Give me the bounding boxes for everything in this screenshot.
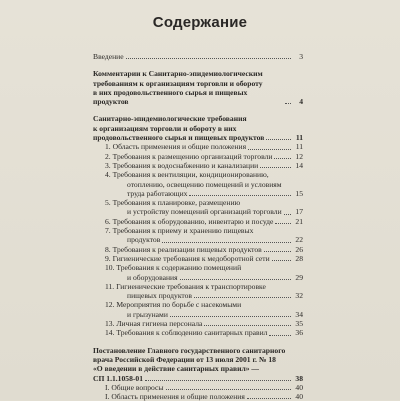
- leader-dots: [247, 398, 291, 399]
- leader-dots: [285, 103, 291, 104]
- toc-item-1[interactable]: [105, 142, 303, 151]
- toc-page-number: 32: [295, 291, 303, 301]
- toc-page-number: 35: [295, 319, 303, 329]
- toc-item-9[interactable]: [105, 254, 303, 263]
- toc-entry-text: 11. Гигиенические требования к транспортировке: [105, 281, 266, 291]
- leader-dots: [266, 139, 291, 140]
- toc-entry-text: «О введении в действие санитарных правил» —: [93, 364, 260, 374]
- toc-item-10[interactable]: [105, 263, 303, 282]
- toc-entry-text: 7. Требования к приему и хранению пищевых: [105, 226, 254, 236]
- toc-subsection-list: [93, 142, 303, 337]
- leader-dots: [166, 389, 291, 390]
- toc-entry-text: продуктов: [127, 235, 161, 245]
- toc-page-number: 34: [295, 309, 303, 319]
- toc-entry-text: Постановление Главного государственного санитарного: [93, 345, 286, 355]
- toc-entry-text: 10. Требования к содержанию помещений: [105, 263, 242, 273]
- leader-dots: [248, 149, 291, 150]
- toc-entry-text: Введение: [93, 52, 124, 61]
- leader-dots: [260, 167, 291, 168]
- leader-dots: [189, 195, 291, 196]
- leader-dots: [194, 297, 291, 298]
- toc-entry-text: труда работающих: [127, 188, 188, 198]
- toc-item-6[interactable]: [105, 217, 303, 226]
- toc-entry-intro[interactable]: [93, 52, 303, 61]
- toc-item-7[interactable]: [105, 226, 303, 245]
- toc-page-number: 40: [295, 392, 303, 401]
- toc-entry-text: 14. Требования к соблюдению санитарных правил: [105, 328, 268, 338]
- toc-item-8[interactable]: [105, 245, 303, 254]
- toc-decree-item-1[interactable]: [105, 383, 303, 392]
- page-title: Содержание: [152, 14, 248, 31]
- toc-page-number: 40: [295, 382, 303, 392]
- toc-entry-text: к организациям торговли и обороту в них: [93, 123, 237, 133]
- toc-item-12[interactable]: [105, 300, 303, 319]
- toc-entry-decree[interactable]: [93, 346, 303, 383]
- leader-dots: [180, 279, 291, 280]
- toc-page-number: 28: [295, 253, 303, 263]
- toc-entry-text: врача Российской Федерации от 13 июля 2001 г. № 18: [93, 354, 276, 364]
- leader-dots: [284, 214, 291, 215]
- toc-entry-text: и оборудования: [127, 272, 178, 282]
- toc-item-14[interactable]: [105, 328, 303, 337]
- toc-page-number: 17: [295, 207, 303, 217]
- leader-dots: [170, 316, 291, 317]
- toc-page-number: 4: [299, 97, 303, 107]
- toc-page-number: 21: [295, 216, 303, 226]
- leader-dots: [162, 242, 291, 243]
- toc-entry-text: требованиям к организациям торговли и обороту: [93, 78, 263, 88]
- toc-entry-text: I. Область применения и общие положения: [105, 392, 245, 401]
- toc-entry-requirements[interactable]: [93, 114, 303, 142]
- toc-page-number: 11: [295, 142, 303, 152]
- toc-entry-text: пищевых продуктов: [127, 291, 193, 301]
- leader-dots: [274, 158, 291, 159]
- toc-page-number: 38: [295, 373, 303, 383]
- toc-page-number: 12: [295, 151, 303, 161]
- leader-dots: [269, 335, 291, 336]
- toc-page-number: 26: [295, 244, 303, 254]
- toc-item-4[interactable]: [105, 170, 303, 198]
- toc-entry-text: продовольственного сырья и пищевых продуктов: [93, 133, 265, 143]
- toc-page-number: 3: [299, 52, 303, 61]
- toc-entry-text: отоплению, освещению помещений и условиям: [127, 179, 282, 189]
- toc-entry-text: и устройству помещений организаций торговли: [127, 207, 282, 217]
- toc-entry-text: Санитарно-эпидемиологические требования: [93, 114, 247, 124]
- toc-entry-text: и грызунами: [127, 309, 168, 319]
- toc-page-number: 29: [295, 272, 303, 282]
- toc-entry-text: 12. Мероприятия по борьбе с насекомыми: [105, 300, 242, 310]
- toc-entry-text: 2. Требования к размещению организаций торговли: [105, 151, 273, 161]
- toc-item-3[interactable]: [105, 161, 303, 170]
- toc-item-11[interactable]: [105, 282, 303, 301]
- toc-page-number: 15: [295, 188, 303, 198]
- toc-entry-text: 8. Требования к реализации пищевых продуктов: [105, 244, 262, 254]
- toc-entry-text: 1. Область применения и общие положения: [105, 142, 247, 152]
- toc-decree-subsections: [93, 383, 303, 401]
- toc-page-number: 36: [295, 328, 303, 338]
- table-of-contents: [93, 52, 303, 401]
- toc-entry-text: 4. Требования к вентиляции, кондиционированию,: [105, 170, 269, 180]
- toc-entry-text: I. Общие вопросы: [105, 382, 164, 392]
- toc-entry-text: 9. Гигиенические требования к медоборотной сети: [105, 253, 270, 263]
- leader-dots: [275, 223, 291, 224]
- toc-entry-text: 13. Личная гигиена персонала: [105, 319, 203, 329]
- toc-entry-text: в них продовольственного сырья и пищевых продуктов: [93, 87, 248, 107]
- toc-item-2[interactable]: [105, 152, 303, 161]
- toc-entry-text: СП 1.1.1058-01: [93, 373, 143, 383]
- toc-entry-text: 5. Требования к планировке, размещению: [105, 198, 241, 208]
- toc-item-13[interactable]: [105, 319, 303, 328]
- toc-item-5[interactable]: [105, 198, 303, 217]
- toc-page-number: 22: [295, 235, 303, 245]
- toc-entry-text: 6. Требования к оборудованию, инвентарю и посуде: [105, 216, 274, 226]
- leader-dots: [204, 325, 291, 326]
- toc-entry-comments[interactable]: [93, 69, 303, 106]
- leader-dots: [126, 58, 291, 59]
- leader-dots: [272, 260, 291, 261]
- toc-entry-text: 3. Требования к водоснабжению и канализации: [105, 160, 259, 170]
- toc-page-number: 14: [295, 160, 303, 170]
- toc-entry-text: Комментарии к Санитарно-эпидемиологическим: [93, 69, 263, 79]
- leader-dots: [145, 380, 291, 381]
- leader-dots: [264, 251, 291, 252]
- toc-page-number: 11: [295, 133, 303, 143]
